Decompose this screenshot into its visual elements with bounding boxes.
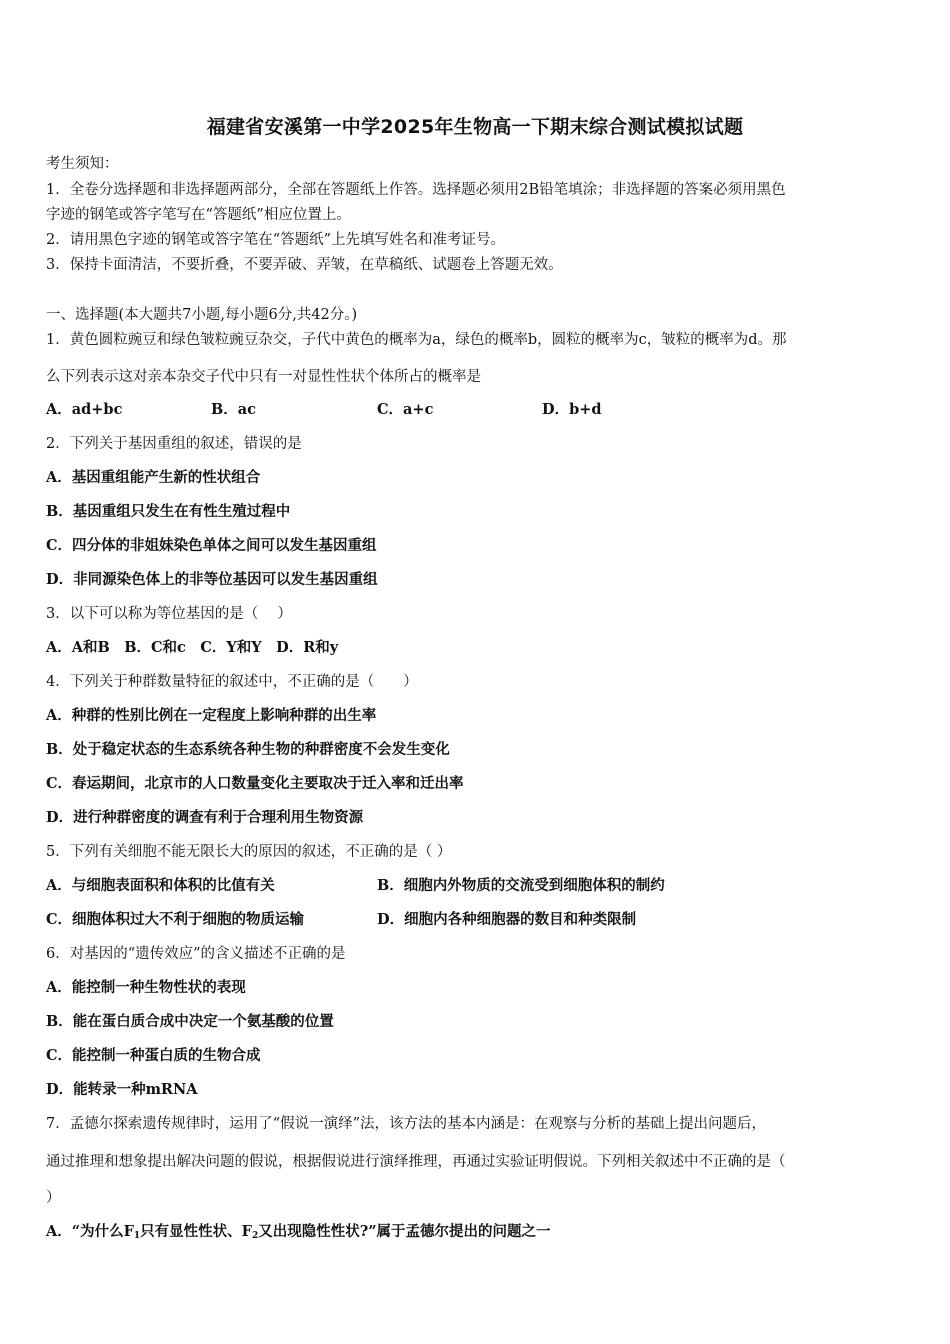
q1-option-d: D．b+d bbox=[542, 401, 602, 418]
q2-stem: 2．下列关于基因重组的叙述，错误的是 bbox=[46, 436, 302, 452]
q5-stem: 5．下列有关细胞不能无限长大的原因的叙述，不正确的是（ ） bbox=[46, 844, 452, 860]
q5-option-a: A．与细胞表面积和体积的比值有关 bbox=[46, 877, 275, 894]
q4-option-c: C．春运期间，北京市的人口数量变化主要取决于迁入率和迁出率 bbox=[46, 775, 464, 792]
q2-option-b: B．基因重组只发生在有性生殖过程中 bbox=[46, 503, 291, 520]
q4-stem: 4．下列关于种群数量特征的叙述中，不正确的是（ ） bbox=[46, 674, 418, 690]
q6-option-a: A．能控制一种生物性状的表现 bbox=[46, 979, 246, 996]
q4-option-a: A．种群的性别比例在一定程度上影响种群的出生率 bbox=[46, 707, 377, 724]
q5-option-d: D．细胞内各种细胞器的数目和种类限制 bbox=[377, 911, 637, 928]
q6-option-b: B．能在蛋白质合成中决定一个氨基酸的位置 bbox=[46, 1013, 334, 1030]
q5-option-b: B．细胞内外物质的交流受到细胞体积的制约 bbox=[377, 877, 665, 894]
q2-option-a: A．基因重组能产生新的性状组合 bbox=[46, 469, 261, 486]
q7-option-a-sub-1: 1 bbox=[133, 1231, 141, 1241]
q2-option-c: C．四分体的非姐妹染色单体之间可以发生基因重组 bbox=[46, 537, 377, 554]
page-title: 福建省安溪第一中学2025年生物高一下期末综合测试模拟试题 bbox=[206, 116, 744, 138]
q2-option-d: D．非同源染色体上的非等位基因可以发生基因重组 bbox=[46, 571, 378, 588]
q1-option-b: B．ac bbox=[211, 401, 256, 418]
notice-item-2: 2．请用黑色字迹的钢笔或答字笔在“答题纸”上先填写姓名和准考证号。 bbox=[46, 232, 506, 248]
q7-option-a bbox=[46, 1220, 551, 1241]
q6-option-d: D．能转录一种mRNA bbox=[46, 1081, 198, 1098]
q3-options: A．A和B B．C和c C．Y和Y D．R和y bbox=[46, 639, 339, 656]
q3-stem: 3．以下可以称为等位基因的是（ ） bbox=[46, 606, 292, 622]
notice-item-1-cont: 字迹的钢笔或答字笔写在“答题纸”相应位置上。 bbox=[46, 207, 351, 223]
q1-stem-line2: 么下列表示这对亲本杂交子代中只有一对显性性状个体所占的概率是 bbox=[46, 369, 481, 385]
q7-option-a-sub-2: 2 bbox=[251, 1231, 259, 1241]
notice-heading: 考生须知： bbox=[46, 156, 119, 172]
notice-item-3: 3．保持卡面清洁，不要折叠，不要弄破、弄皱，在草稿纸、试题卷上答题无效。 bbox=[46, 257, 563, 273]
q1-option-c: C．a+c bbox=[377, 401, 434, 418]
notice-item-1: 1．全卷分选择题和非选择题两部分，全部在答题纸上作答。选择题必须用2B铅笔填涂；非选择题的答案必须用黑色 bbox=[46, 182, 786, 198]
q7-stem-line2: 通过推理和想象提出解决问题的假说，根据假说进行演绎推理，再通过实验证明假说。下列相关叙述中不正确的是（ bbox=[46, 1154, 786, 1170]
q4-option-d: D．进行种群密度的调查有利于合理利用生物资源 bbox=[46, 809, 364, 826]
q7-stem-line3: ） bbox=[46, 1190, 61, 1206]
q6-stem: 6．对基因的“遗传效应”的含义描述不正确的是 bbox=[46, 946, 346, 962]
q6-option-c: C．能控制一种蛋白质的生物合成 bbox=[46, 1047, 261, 1064]
q1-stem-line1: 1．黄色圆粒豌豆和绿色皱粒豌豆杂交，子代中黄色的概率为a，绿色的概率b，圆粒的概率为c，皱粒的概率为d。那 bbox=[46, 332, 787, 348]
section-heading: 一、选择题(本大题共7小题,每小题6分,共42分。) bbox=[46, 307, 358, 323]
q7-option-a-text-1: A．“为什么F bbox=[46, 1223, 134, 1240]
q7-option-a-text-2: 只有显性性状、F bbox=[140, 1223, 252, 1240]
q4-option-b: B．处于稳定状态的生态系统各种生物的种群密度不会发生变化 bbox=[46, 741, 450, 758]
q5-option-c: C．细胞体积过大不利于细胞的物质运输 bbox=[46, 911, 305, 928]
q7-stem-line1: 7．孟德尔探索遗传规律时，运用了“假说一演绎”法，该方法的基本内涵是：在观察与分析的基础上提出问题后， bbox=[46, 1116, 767, 1132]
q7-option-a-text-3: 又出现隐性性状?”属于孟德尔提出的问题之一 bbox=[258, 1223, 551, 1240]
q1-option-a: A．ad+bc bbox=[46, 401, 123, 418]
